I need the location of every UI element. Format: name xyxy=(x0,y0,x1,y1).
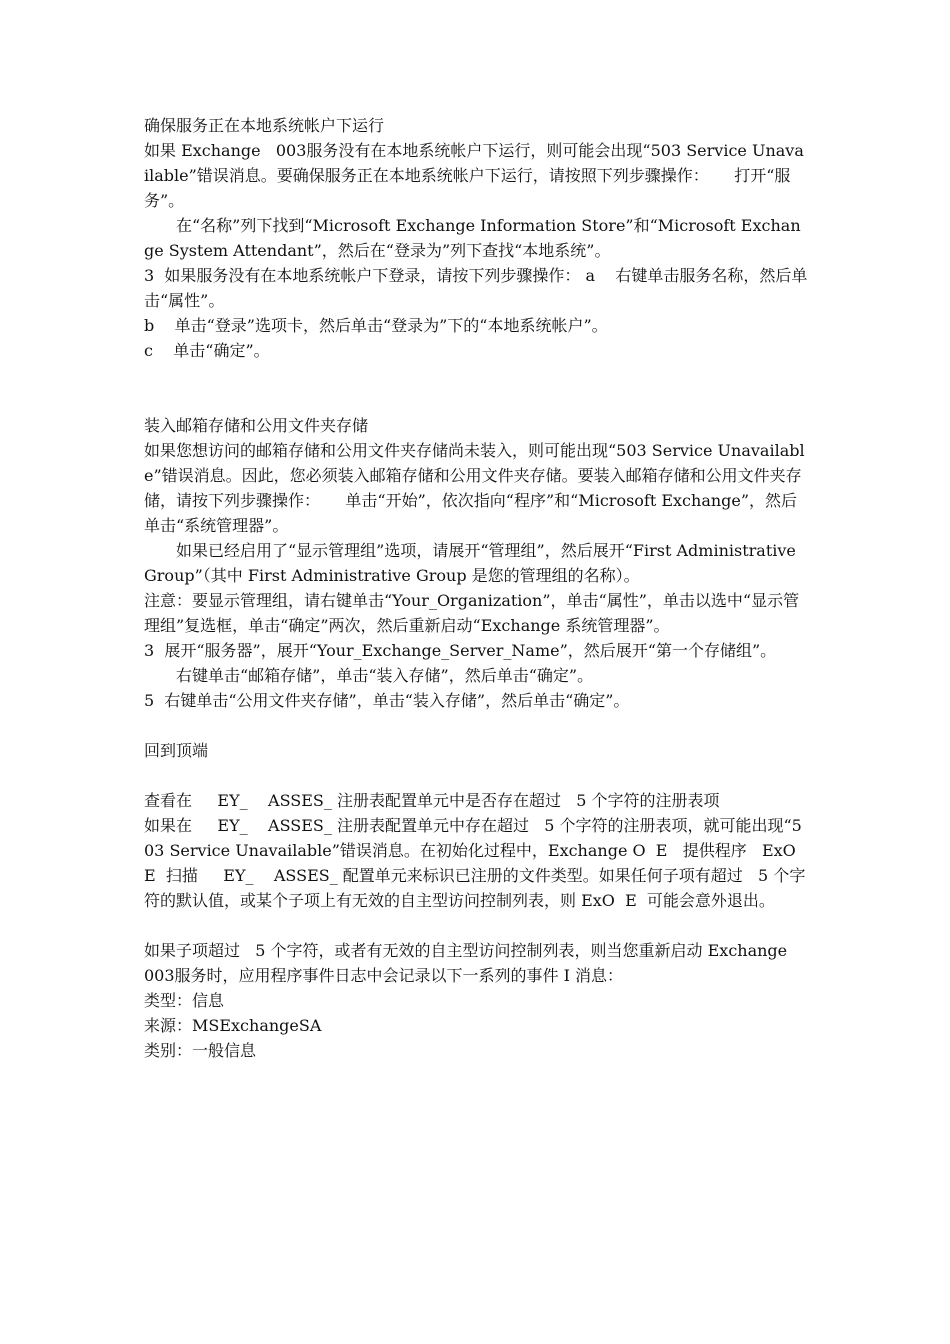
paragraph: 注意：要显示管理组，请右键单击“Your_Organization”，单击“属性”，单击以选中“显示管理组”复选框，单击“确定”两次，然后重新启动“Exchange 系统管理器”。 xyxy=(144,591,800,635)
event-source-line: 来源：MSExchangeSA xyxy=(144,1016,322,1035)
event-type-line: 类型：信息 xyxy=(144,991,225,1010)
spacer xyxy=(144,763,808,788)
paragraph: 如果子项超过 5 个字符，或者有无效的自主型访问控制列表，则当您重新启动 Exchange 003服务时，应用程序事件日志中会记录以下一系列的事件 I 消息： xyxy=(144,941,803,985)
back-to-top-link[interactable]: 回到顶端 xyxy=(144,741,209,760)
paragraph: 如果您想访问的邮箱存储和公用文件夹存储尚未装入，则可能出现“503 Service Unavailable”错误消息。因此，您必须装入邮箱存储和公用文件夹存储。要装入邮箱存储和公用文件夹存储，请按下列步骤操作： 单击“开始”，依次指向“程序”和“Microsoft Exchange”，然后单击“系统管理器”。 xyxy=(144,441,805,535)
paragraph: 右键单击“邮箱存储”，单击“装入存储”，然后单击“确定”。 xyxy=(176,666,594,685)
paragraph: 5 右键单击“公用文件夹存储”，单击“装入存储”，然后单击“确定”。 xyxy=(144,691,630,710)
paragraph: c 单击“确定”。 xyxy=(144,341,270,360)
paragraph: 3 展开“服务器”，展开“Your_Exchange_Server_Name”，然后展开“第一个存储组”。 xyxy=(144,641,777,660)
spacer xyxy=(144,713,808,738)
paragraph: 如果 Exchange 003服务没有在本地系统帐户下运行，则可能会出现“503 Service Unavailable”错误消息。要确保服务正在本地系统帐户下运行，请按照下列步骤操作： 打开“服务”。 xyxy=(144,141,804,210)
spacer xyxy=(144,363,808,413)
section-heading-local-system: 确保服务正在本地系统帐户下运行 xyxy=(144,116,385,135)
event-category-line: 类别：一般信息 xyxy=(144,1041,257,1060)
paragraph: 在“名称”列下找到“Microsoft Exchange Information Store”和“Microsoft Exchange System Attendant”，然后在“登录为”列下查找“本地系统”。 xyxy=(144,216,801,260)
spacer xyxy=(144,913,808,938)
paragraph: 如果已经启用了“显示管理组”选项，请展开“管理组”，然后展开“First Administrative Group”（其中 First Administrative Group 是您的管理组的名称）。 xyxy=(144,541,801,585)
paragraph: 3 如果服务没有在本地系统帐户下登录，请按下列步骤操作： a 右键单击服务名称，然后单击“属性”。 xyxy=(144,266,808,310)
paragraph: b 单击“登录”选项卡，然后单击“登录为”下的“本地系统帐户”。 xyxy=(144,316,608,335)
section-heading-registry: 查看在 EY_ ASSES_ 注册表配置单元中是否存在超过 5 个字符的注册表项 xyxy=(144,791,720,810)
section-heading-mount-stores: 装入邮箱存储和公用文件夹存储 xyxy=(144,416,369,435)
paragraph: 如果在 EY_ ASSES_ 注册表配置单元中存在超过 5 个字符的注册表项，就可能出现“503 Service Unavailable”错误消息。在初始化过程中，Exchange O E 提供程序 ExO E 扫描 EY_ ASSES_ 配置单元来标识已注册的文件类型。如果任何子项有超过 5 个字符的默认值，或某个子项上有无效的自主型访问控制列表，则 ExO E 可能会意外退出。 xyxy=(144,816,806,910)
document-page xyxy=(144,113,808,1063)
